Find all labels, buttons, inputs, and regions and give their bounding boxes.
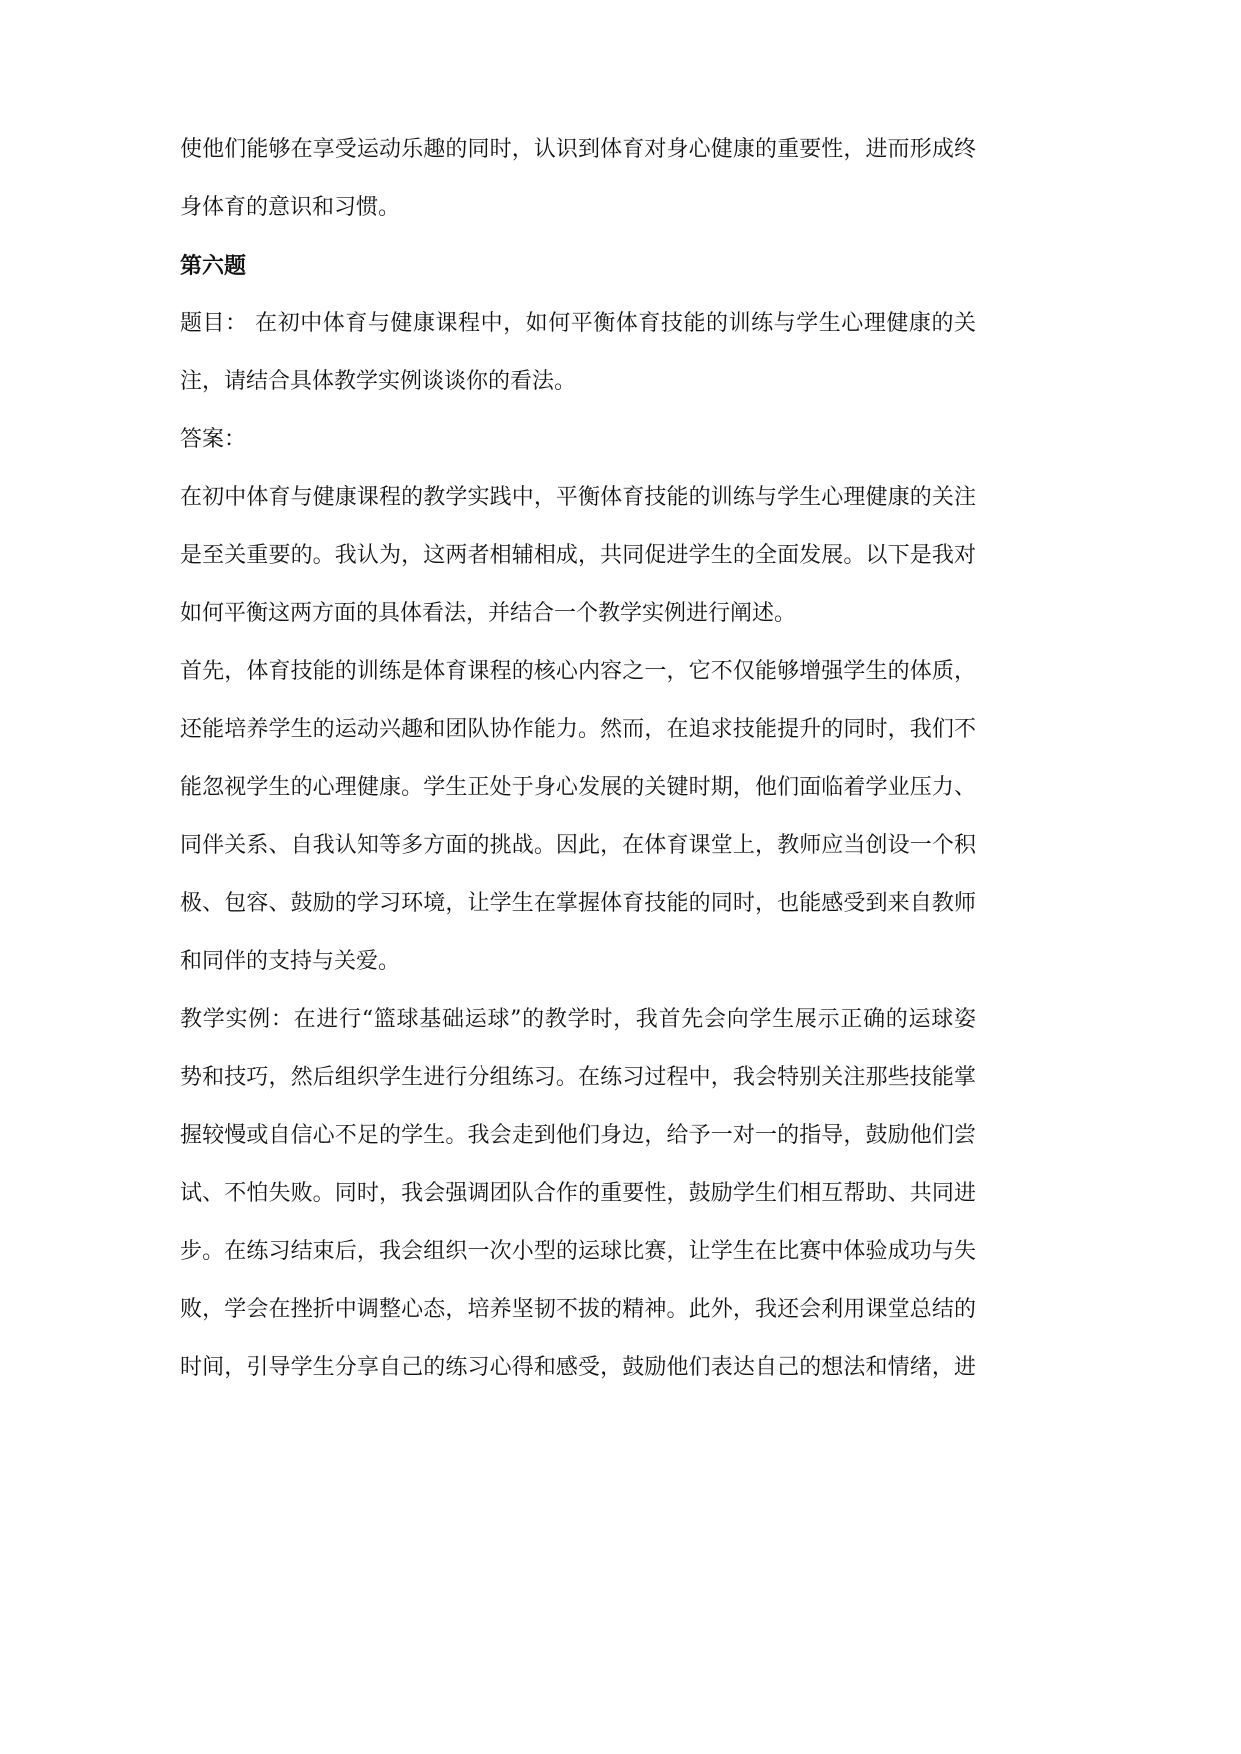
document-body [180, 121, 976, 1397]
text-line: 时间，引导学生分享自己的练习心得和感受，鼓励他们表达自己的想法和情绪，进 [180, 1355, 976, 1380]
answer-paragraph-intro [180, 469, 976, 643]
previous-paragraph [180, 121, 976, 237]
text-line: 注，请结合具体教学实例谈谈你的看法。 [180, 369, 577, 394]
text-line: 题目： 在初中体育与健康课程中，如何平衡体育技能的训练与学生心理健康的关 [180, 311, 976, 336]
text-line: 和同伴的支持与关爱。 [180, 949, 401, 974]
text-line: 如何平衡这两方面的具体看法，并结合一个教学实例进行阐述。 [180, 601, 797, 626]
question-paragraph [180, 295, 976, 411]
text-line: 握较慢或自信心不足的学生。我会走到他们身边，给予一对一的指导，鼓励他们尝 [180, 1123, 976, 1148]
text-line: 同伴关系、自我认知等多方面的挑战。因此，在体育课堂上，教师应当创设一个积 [180, 833, 976, 858]
answer-label: 答案： [180, 427, 247, 452]
answer-paragraph-first [180, 643, 976, 991]
text-line: 在初中体育与健康课程的教学实践中，平衡体育技能的训练与学生心理健康的关注 [180, 485, 976, 510]
text-line: 能忽视学生的心理健康。学生正处于身心发展的关键时期，他们面临着学业压力、 [180, 775, 976, 800]
text-line: 极、包容、鼓励的学习环境，让学生在掌握体育技能的同时，也能感受到来自教师 [180, 891, 976, 916]
text-line: 教学实例：在进行“篮球基础运球”的教学时，我首先会向学生展示正确的运球姿 [180, 1007, 976, 1032]
text-line: 败，学会在挫折中调整心态，培养坚韧不拔的精神。此外，我还会利用课堂总结的 [180, 1297, 976, 1322]
text-line: 步。在练习结束后，我会组织一次小型的运球比赛，让学生在比赛中体验成功与失 [180, 1239, 976, 1264]
text-line: 还能培养学生的运动兴趣和团队协作能力。然而，在追求技能提升的同时，我们不 [180, 717, 976, 742]
section-heading: 第六题 [180, 253, 247, 279]
text-line: 势和技巧，然后组织学生进行分组练习。在练习过程中，我会特别关注那些技能掌 [180, 1065, 976, 1090]
text-line: 使他们能够在享受运动乐趣的同时，认识到体育对身心健康的重要性，进而形成终 [180, 137, 976, 162]
text-line: 首先，体育技能的训练是体育课程的核心内容之一，它不仅能够增强学生的体质， [180, 659, 976, 684]
answer-paragraph-example [180, 991, 976, 1397]
text-line: 是至关重要的。我认为，这两者相辅相成，共同促进学生的全面发展。以下是我对 [180, 543, 976, 568]
text-line: 身体育的意识和习惯。 [180, 195, 401, 220]
text-line: 试、不怕失败。同时，我会强调团队合作的重要性，鼓励学生们相互帮助、共同进 [180, 1181, 976, 1206]
